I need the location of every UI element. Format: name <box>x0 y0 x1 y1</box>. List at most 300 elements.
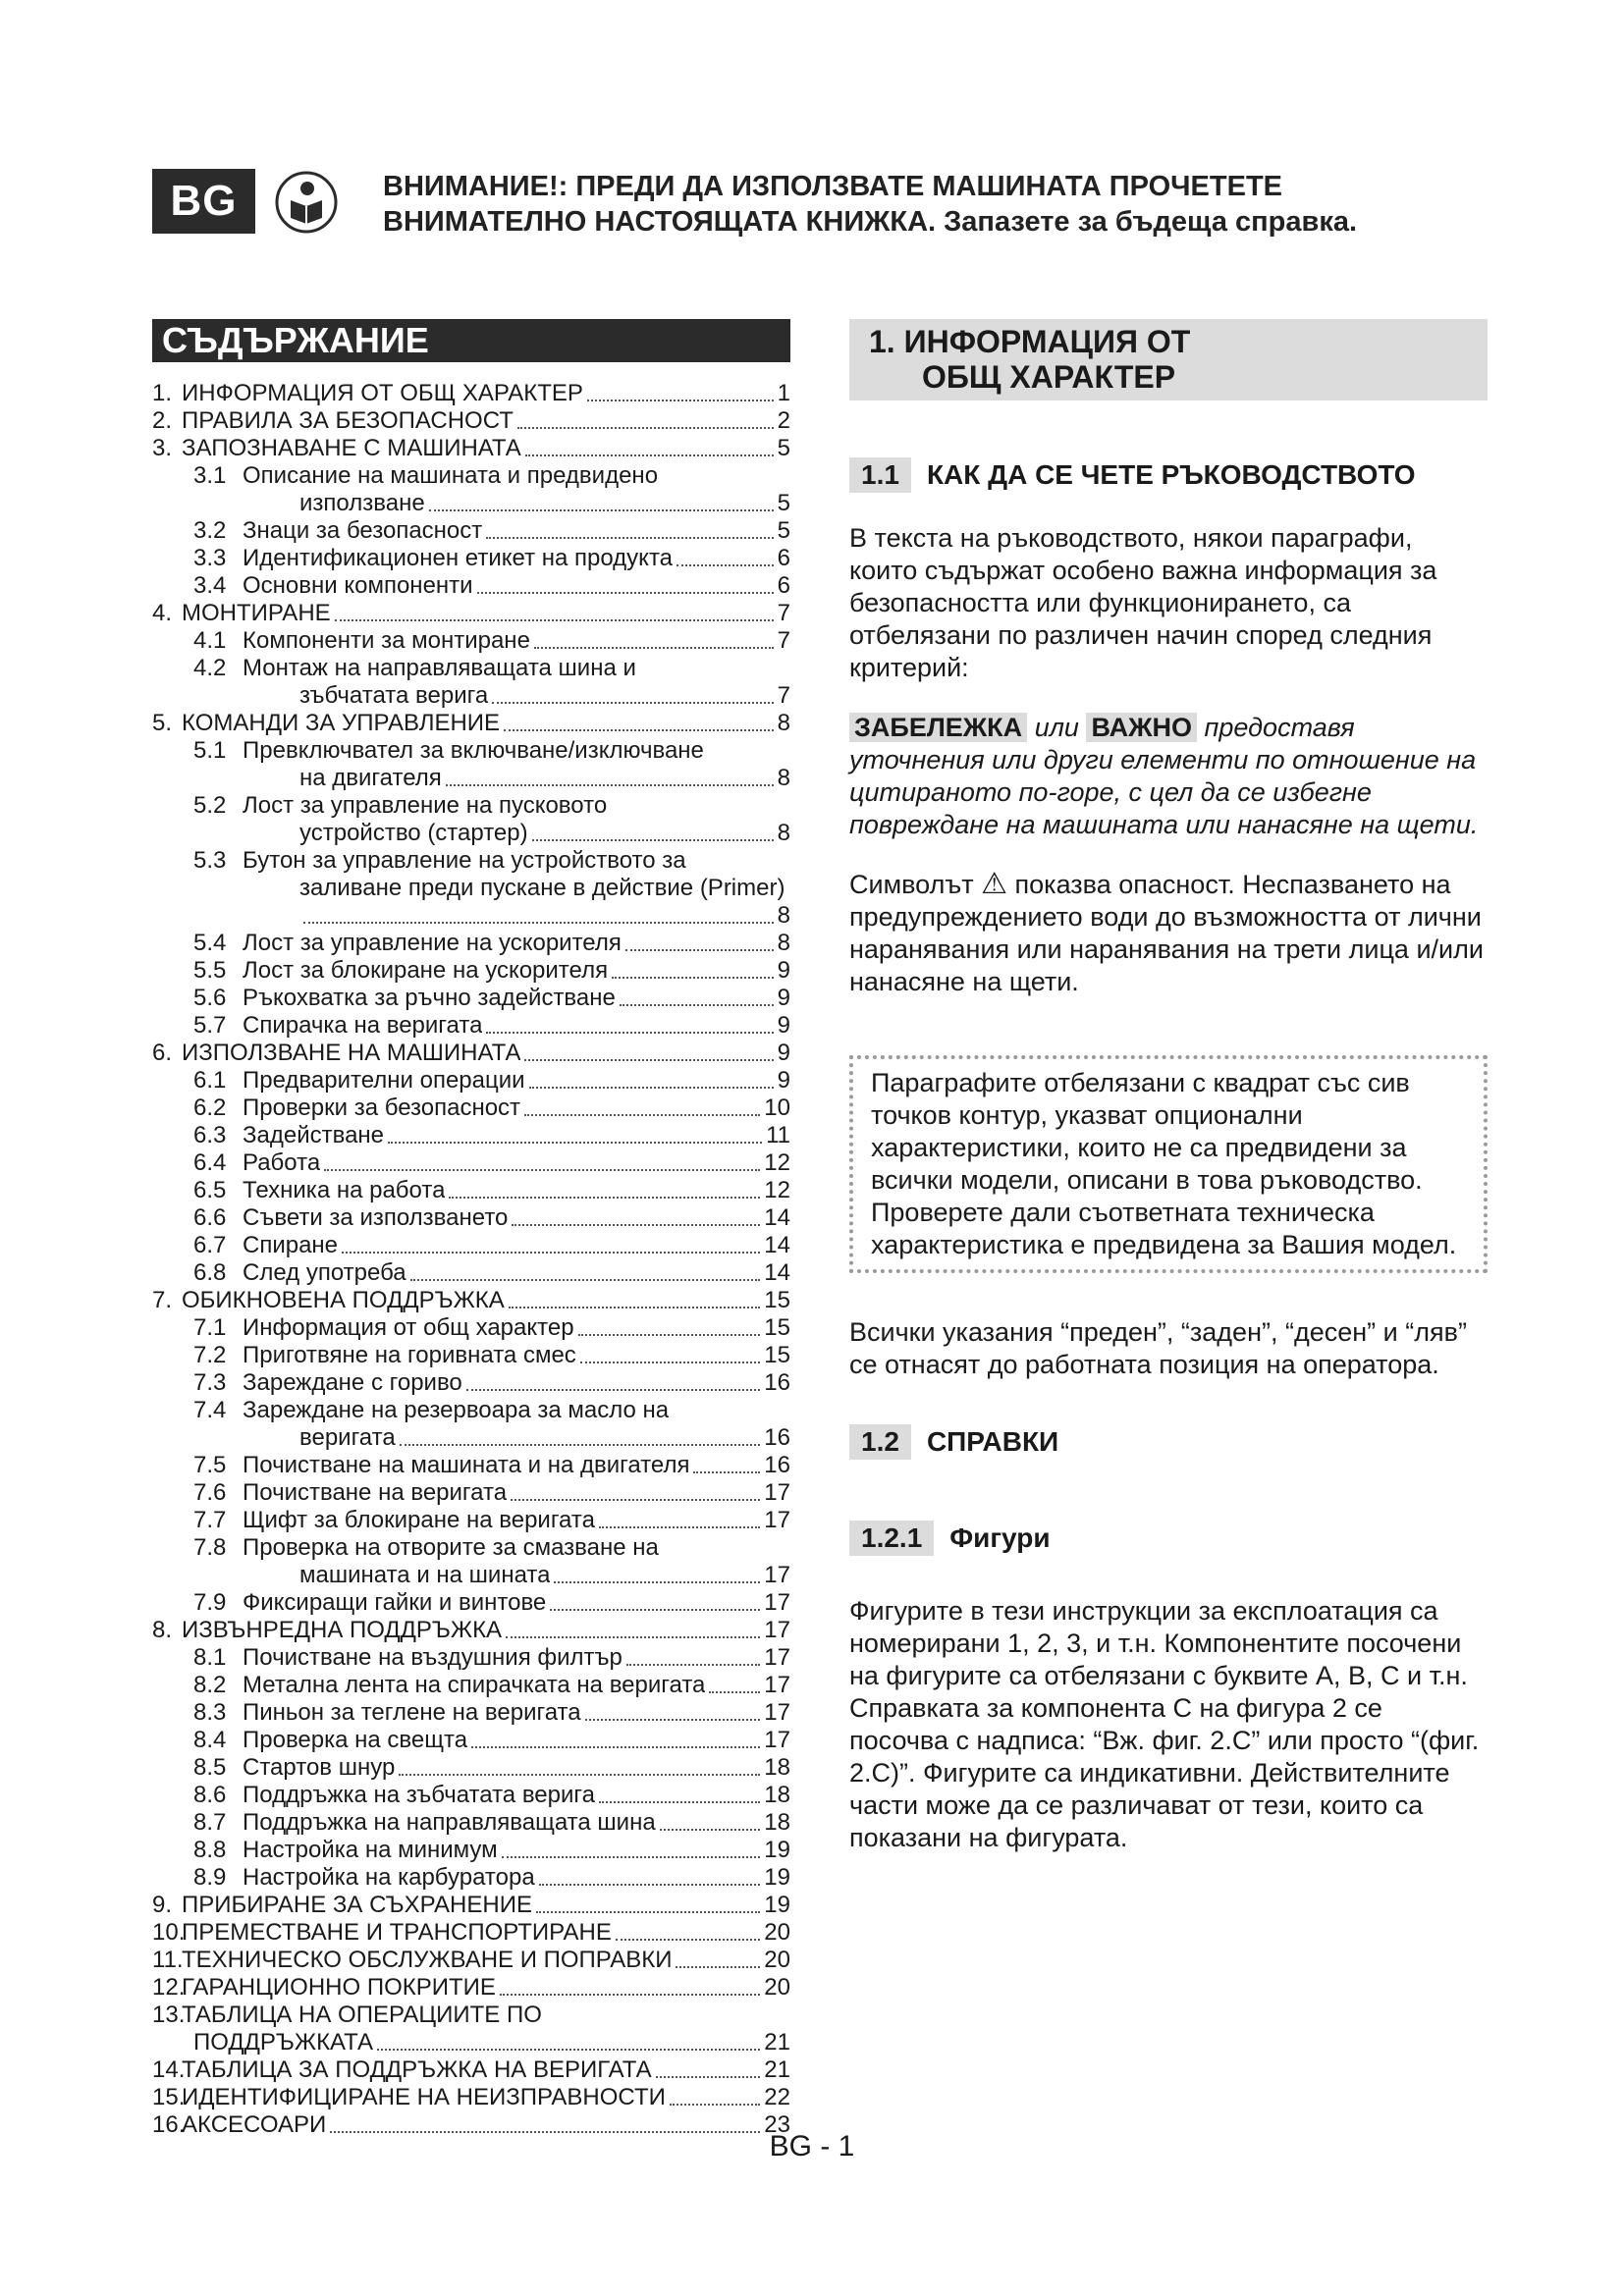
toc-entry-text: ИЗВЪНРЕДНА ПОДДРЪЖКА <box>182 1617 503 1643</box>
symbol-post: показва опасност. Неспазването на предупреждението води до възможността от лични наранявания или наранявания на трети лица и/или нанасяне на щети. <box>849 870 1484 996</box>
toc-entry-text: ОБИКНОВЕНА ПОДДРЪЖКА <box>182 1287 505 1313</box>
toc-entry <box>152 1424 790 1452</box>
toc-entry-number: 2. <box>152 407 173 434</box>
toc-leader-dots <box>677 564 774 566</box>
toc-entry-text: машината и на шината <box>299 1562 551 1588</box>
toc-entry-text: устройство (стартер) <box>299 820 528 846</box>
page-number: BG - 1 <box>769 2130 855 2163</box>
toc-entry-text: ТЕХНИЧЕСКО ОБСЛУЖВАНЕ И ПОПРАВКИ <box>182 1947 673 1973</box>
toc-entry-text: ПРЕМЕСТВАНЕ И ТРАНСПОРТИРАНЕ <box>182 1919 612 1946</box>
toc-leader-dots <box>377 2049 760 2051</box>
toc-entry <box>152 847 790 875</box>
toc-entry-page: 5 <box>777 490 790 516</box>
toc-entry-text: Метална лента на спирачката на веригата <box>243 1672 706 1698</box>
toc-entry <box>152 1012 790 1040</box>
toc-entry-page: 7 <box>777 627 790 654</box>
toc-entry-number: 3.1 <box>193 462 227 489</box>
toc-leader-dots <box>429 509 774 511</box>
section-title <box>849 319 1488 400</box>
toc-entry-text: Лост за управление на пусковото <box>243 792 608 819</box>
toc-entry-number: 4. <box>152 600 173 626</box>
toc-leader-dots <box>693 1471 760 1473</box>
toc-entry <box>152 765 790 792</box>
toc-entry-page: 9 <box>777 957 790 984</box>
note-or: или <box>1034 713 1079 742</box>
toc-entry <box>152 1864 790 1892</box>
toc-entry-number: 5.6 <box>193 985 227 1011</box>
toc-entry-number: 8.2 <box>193 1672 227 1698</box>
toc-leader-dots <box>554 1581 760 1583</box>
toc-entry-text: Идентификационен етикет на продукта <box>243 545 674 571</box>
toc-entry-page: 20 <box>764 1974 790 2001</box>
toc-entry-text: Пиньон за теглене на веригата <box>243 1699 581 1726</box>
toc-leader-dots <box>449 1197 760 1199</box>
toc-leader-dots <box>486 1032 773 1034</box>
optional-features-text: Параграфите отбелязани с квадрат със сив точков контур, указват опционални характеристики, които не са предвидени за всички модели, описани в това ръководство. Проверете дали съответната техническа характеристика е предвидена за Вашия модел. <box>871 1068 1457 1259</box>
note-rest: предоставя уточнения или други елементи по отношение на цитираното по-горе, с цел да се избегне повреждане на машината или нанасяне на щети. <box>849 713 1479 839</box>
note-label: ЗАБЕЛЕЖКА <box>849 713 1027 742</box>
toc-entry <box>152 1287 790 1314</box>
toc-entry-page: 20 <box>764 1947 790 1973</box>
toc-entry <box>152 2056 790 2084</box>
subsection-how-to-read <box>849 457 1488 493</box>
toc-entry-number: 13. <box>152 2002 186 2028</box>
toc-entry <box>152 1314 790 1342</box>
toc-leader-dots <box>616 1939 760 1941</box>
toc-entry-number: 7.3 <box>193 1369 227 1396</box>
toc-entry-text: Приготвяне на горивната смес <box>243 1342 576 1368</box>
toc-entry <box>152 1589 790 1617</box>
toc-entry-number: 7.4 <box>193 1397 227 1423</box>
toc-entry-number: 11. <box>152 1947 184 1973</box>
toc-leader-dots <box>587 400 774 401</box>
toc-entry <box>152 1095 790 1122</box>
toc-entry-number: 6.7 <box>193 1232 227 1258</box>
toc-entry <box>152 1782 790 1809</box>
toc-entry-number: 3.2 <box>193 517 227 544</box>
toc-entry <box>152 380 790 407</box>
toc-entry-text: ИЗПОЛЗВАНЕ НА МАШИНАТА <box>182 1040 521 1066</box>
toc-leader-dots <box>509 1307 761 1308</box>
toc-entry-number: 6. <box>152 1040 173 1066</box>
page-header <box>152 169 1527 238</box>
toc-leader-dots <box>342 1252 760 1254</box>
toc-entry-number: 5.3 <box>193 847 227 874</box>
toc-entry-page: 17 <box>764 1507 790 1533</box>
toc-entry-page: 6 <box>777 545 790 571</box>
toc-leader-dots <box>524 1114 760 1116</box>
toc-entry-text: Спиране <box>243 1232 339 1258</box>
toc-entry-text: Стартов шнур <box>243 1754 396 1781</box>
toc-entry-text: използване <box>299 490 425 516</box>
toc-entry <box>152 710 790 737</box>
read-manual-icon <box>275 171 338 234</box>
toc-entry <box>152 1204 790 1232</box>
toc-entry-text: ПРАВИЛА ЗА БЕЗОПАСНОСТ <box>182 407 514 434</box>
toc-leader-dots <box>536 1911 760 1913</box>
toc-entry <box>152 792 790 820</box>
toc-leader-dots <box>388 1142 762 1144</box>
toc-entry-text: ГАРАНЦИОННО ПОКРИТИЕ <box>182 1974 496 2001</box>
toc-entry <box>152 490 790 517</box>
toc-entry-text: КОМАНДИ ЗА УПРАВЛЕНИЕ <box>182 710 501 736</box>
toc-leader-dots <box>324 1169 760 1171</box>
toc-entry-number: 8.4 <box>193 1727 227 1753</box>
symbol-pre: Символът <box>849 870 974 899</box>
toc-entry-number: 7.9 <box>193 1589 227 1616</box>
toc-entry-number: 8.6 <box>193 1782 227 1808</box>
toc-leader-dots <box>486 537 773 539</box>
toc-leader-dots <box>525 454 774 456</box>
toc-entry-number: 5. <box>152 710 173 736</box>
toc-entry-number: 6.5 <box>193 1177 227 1203</box>
toc-entry-number: 7.2 <box>193 1342 227 1368</box>
subsection-number: 1.2.1 <box>849 1521 934 1556</box>
toc-entry-text: Монтаж на направляващата шина и <box>243 655 636 681</box>
toc-entry-text: ЗАПОЗНАВАНЕ С МАШИНАТА <box>182 435 521 461</box>
toc-entry-text: Настройка на минимум <box>243 1837 498 1863</box>
toc-entry-text: Знаци за безопасност <box>243 517 483 544</box>
toc-entry-number: 16. <box>152 2111 186 2138</box>
toc-entry-text: Лост за блокиране на ускорителя <box>243 957 609 984</box>
toc-entry-page: 17 <box>764 1727 790 1753</box>
toc-entry-text: ПОДДРЪЖКАТА <box>193 2029 374 2056</box>
toc-entry-page: 5 <box>777 435 790 461</box>
toc-entry-page: 11 <box>766 1122 790 1148</box>
toc-entry-page: 18 <box>764 1754 790 1781</box>
toc-entry-text: Бутон за управление на устройството за <box>243 847 686 874</box>
toc-leader-dots <box>599 1801 760 1803</box>
toc-entry-page: 8 <box>777 902 790 929</box>
header-warning-text <box>383 169 1522 240</box>
toc-entry-page: 19 <box>764 1864 790 1891</box>
toc-entry <box>152 1947 790 1974</box>
toc-entry-page: 9 <box>777 1012 790 1039</box>
toc-entry-number: 6.2 <box>193 1095 227 1121</box>
toc-entry-page: 18 <box>764 1809 790 1836</box>
toc-leader-dots <box>709 1691 760 1693</box>
toc-entry <box>152 407 790 435</box>
toc-entry-page: 12 <box>764 1149 790 1176</box>
toc-entry-number: 6.8 <box>193 1259 227 1286</box>
toc-entry <box>152 1534 790 1562</box>
toc-leader-dots <box>625 949 774 951</box>
toc-leader-dots <box>466 1389 761 1391</box>
toc-entry-number: 7.6 <box>193 1479 227 1506</box>
subsection-title: СПРАВКИ <box>926 1426 1059 1457</box>
toc-entry <box>152 1342 790 1369</box>
toc-entry-text: Предварителни операции <box>243 1067 525 1094</box>
toc-leader-dots <box>670 2104 760 2106</box>
toc-entry-text: Информация от общ характер <box>243 1314 574 1341</box>
toc-entry <box>152 930 790 957</box>
toc-entry-page: 20 <box>764 1919 790 1946</box>
toc-entry-text: Проверка на свещта <box>243 1727 468 1753</box>
directions-paragraph: Всички указания “преден”, “заден”, “десен” и “ляв” се отнасят до работната позиция на оператора. <box>849 1317 1467 1379</box>
toc-entry-number: 9. <box>152 1892 173 1918</box>
toc-entry-number: 5.7 <box>193 1012 227 1039</box>
toc-entry <box>152 2029 790 2056</box>
toc-entry-text: Поддръжка на зъбчатата верига <box>243 1782 595 1808</box>
reading-paragraph: В текста на ръководството, някои параграфи, които съдържат особено важна информация за безопасността или функционирането, са отбелязани по различен начин според следния критерий: <box>849 523 1437 682</box>
toc-entry <box>152 517 790 545</box>
toc-leader-dots <box>471 1746 760 1748</box>
toc-entry-number: 12. <box>152 1974 186 2001</box>
toc-entry-page: 16 <box>764 1424 790 1451</box>
toc-entry-text: Проверка на отворите за смазване на <box>243 1534 659 1561</box>
toc-entry-page: 17 <box>764 1562 790 1588</box>
toc-entry-text: След употреба <box>243 1259 406 1286</box>
subsection-number: 1.2 <box>849 1424 911 1460</box>
toc-entry <box>152 1974 790 2002</box>
toc-entry-page: 8 <box>777 930 790 956</box>
toc-entry-text: АКСЕСОАРИ <box>182 2111 327 2138</box>
toc-entry-text: Фиксиращи гайки и винтове <box>243 1589 547 1616</box>
toc-entry-number: 8.1 <box>193 1644 227 1671</box>
toc-entry <box>152 1699 790 1727</box>
toc-entry <box>152 1149 790 1177</box>
toc-entry-page: 10 <box>764 1095 790 1121</box>
toc-entry <box>152 1259 790 1287</box>
toc-entry-page: 19 <box>764 1837 790 1863</box>
toc-leader-dots <box>303 922 774 924</box>
toc-entry-number: 5.2 <box>193 792 227 819</box>
toc-entry-text: веригата <box>299 1424 396 1451</box>
toc-entry <box>152 1919 790 1947</box>
toc-entry-number: 6.4 <box>193 1149 227 1176</box>
toc-entry-page: 18 <box>764 1782 790 1808</box>
toc-entry-text: ТАБЛИЦА НА ОПЕРАЦИИТЕ ПО <box>182 2002 542 2028</box>
toc-leader-dots <box>620 1004 774 1006</box>
toc-entry-page: 9 <box>777 1040 790 1066</box>
toc-entry <box>152 1452 790 1479</box>
toc-entry-number: 7.8 <box>193 1534 227 1561</box>
toc-entry-text: Почистване на въздушния филтър <box>243 1644 623 1671</box>
toc-entry-text: Задействане <box>243 1122 385 1148</box>
toc-entry-page: 14 <box>764 1232 790 1258</box>
toc-entry-number: 4.1 <box>193 627 227 654</box>
toc-entry-page: 19 <box>764 1892 790 1918</box>
toc-entry <box>152 600 790 627</box>
toc-leader-dots <box>676 1966 760 1968</box>
toc-entry-number: 8.9 <box>193 1864 227 1891</box>
toc-entry-page: 5 <box>777 517 790 544</box>
toc-entry <box>152 820 790 847</box>
toc-entry-page: 17 <box>764 1699 790 1726</box>
toc-leader-dots <box>524 1059 773 1061</box>
toc-leader-dots <box>446 784 774 786</box>
toc-entry-text: МОНТИРАНЕ <box>182 600 331 626</box>
toc-entry <box>152 1369 790 1397</box>
toc-entry-text: Настройка на карбуратора <box>243 1864 535 1891</box>
toc-entry-page: 7 <box>777 600 790 626</box>
toc-entry-page: 1 <box>777 380 790 406</box>
toc-entry-text: Ръкохватка за ръчно задействане <box>243 985 616 1011</box>
toc-entry-number: 5.1 <box>193 737 227 764</box>
warning-triangle-icon: ⚠ <box>981 868 1008 900</box>
toc-entry <box>152 1040 790 1067</box>
toc-leader-dots <box>517 427 774 429</box>
toc-entry-text: Зареждане на резервоара за масло на <box>243 1397 670 1423</box>
header-warning-line1: ВНИМАНИЕ!: ПРЕДИ ДА ИЗПОЛЗВАТЕ МАШИНАТА ПРОЧЕТЕТЕ <box>383 171 1283 202</box>
toc-entry <box>152 1067 790 1095</box>
toc-leader-dots <box>612 977 774 979</box>
toc-entry <box>152 875 790 902</box>
toc-entry <box>152 1177 790 1204</box>
toc-entry-number: 8.7 <box>193 1809 227 1836</box>
toc-entry-number: 6.1 <box>193 1067 227 1094</box>
figures-paragraph: Фигурите в тези инструкции за експлоатация са номерирани 1, 2, 3, и т.н. Компонентите посочени на фигурите са отбелязани с буквите A, B, C и т.н. Справката за компонента C на фигура 2 се посочва с надписа: “Вж. фиг. 2.C” или просто “(фиг. 2.C)”. Фигурите са индикативни. Действителните части може да се различават от тези, които са показани на фигурата. <box>849 1596 1480 1852</box>
toc-entry <box>152 1754 790 1782</box>
toc-leader-dots <box>532 839 774 841</box>
toc-entry-number: 8.8 <box>193 1837 227 1863</box>
toc-entry-text: Щифт за блокиране на веригата <box>243 1507 595 1533</box>
toc-leader-dots <box>477 592 774 594</box>
optional-features-box <box>849 1055 1488 1273</box>
toc-entry-number: 8.5 <box>193 1754 227 1781</box>
toc-entry <box>152 1617 790 1644</box>
toc-entry-text: заливане преди пускане в действие (Primer) <box>299 875 785 901</box>
toc-entry-text: ИНФОРМАЦИЯ ОТ ОБЩ ХАРАКТЕР <box>182 380 583 406</box>
toc-entry <box>152 627 790 655</box>
toc-entry <box>152 985 790 1012</box>
toc-leader-dots <box>660 1829 761 1831</box>
toc-entry-text: Спирачка на веригата <box>243 1012 483 1039</box>
toc-entry-page: 17 <box>764 1672 790 1698</box>
toc-entry-text: ПРИБИРАНЕ ЗА СЪХРАНЕНИЕ <box>182 1892 532 1918</box>
toc-entry-page: 2 <box>777 407 790 434</box>
toc-title: СЪДЪРЖАНИЕ <box>152 319 790 362</box>
toc-entry-page: 21 <box>764 2056 790 2083</box>
toc-entry-text: Описание на машината и предвидено <box>243 462 659 489</box>
toc-entry-page: 9 <box>777 1067 790 1094</box>
toc-entry <box>152 1232 790 1259</box>
toc-entry <box>152 572 790 600</box>
toc-leader-dots <box>512 1224 760 1226</box>
toc-entry-page: 15 <box>764 1287 790 1313</box>
toc-entry <box>152 1479 790 1507</box>
toc-entry-number: 7. <box>152 1287 173 1313</box>
toc-entry-text: Поддръжка на направляващата шина <box>243 1809 656 1836</box>
toc-entry-page: 23 <box>764 2111 790 2138</box>
toc-entry-text: Основни компоненти <box>243 572 473 599</box>
toc-leader-dots <box>534 647 774 649</box>
toc-entry-page: 17 <box>764 1479 790 1506</box>
toc-entry-page: 22 <box>764 2084 790 2110</box>
toc-entry-text: Проверки за безопасност <box>243 1095 521 1121</box>
subsection-number: 1.1 <box>849 457 911 493</box>
toc-entry-text: Компоненти за монтиране <box>243 627 530 654</box>
toc-leader-dots <box>580 1362 761 1363</box>
toc-entry-number: 6.6 <box>193 1204 227 1231</box>
toc-entry <box>152 1727 790 1754</box>
toc-entry-page: 17 <box>764 1644 790 1671</box>
language-badge: BG <box>152 169 255 234</box>
toc-entry-number: 7.1 <box>193 1314 227 1341</box>
important-label: ВАЖНО <box>1086 713 1197 742</box>
toc-entry-number: 7.5 <box>193 1452 227 1478</box>
toc-entry-text: зъбчатата верига <box>299 682 489 709</box>
toc-leader-dots <box>511 1499 760 1501</box>
toc-entry-number: 1. <box>152 380 173 406</box>
toc-leader-dots <box>492 702 773 704</box>
toc-entry-page: 21 <box>764 2029 790 2056</box>
table-of-contents <box>152 319 790 2139</box>
toc-leader-dots <box>539 1884 761 1886</box>
toc-entry-number: 8.3 <box>193 1699 227 1726</box>
toc-entry-page: 16 <box>764 1369 790 1396</box>
subsection-title: Фигури <box>949 1522 1051 1553</box>
toc-entry-number: 5.5 <box>193 957 227 984</box>
header-warning-line2: ВНИМАТЕЛНО НАСТОЯЩАТА КНИЖКА. Запазете за бъдеща справка. <box>383 206 1358 238</box>
toc-entry <box>152 1122 790 1149</box>
toc-entry <box>152 1507 790 1534</box>
toc-leader-dots <box>500 1994 760 1996</box>
toc-entry-page: 14 <box>764 1204 790 1231</box>
toc-entry-page: 6 <box>777 572 790 599</box>
toc-entry-number: 3.4 <box>193 572 227 599</box>
toc-leader-dots <box>400 1444 761 1446</box>
toc-entry-number: 15. <box>152 2084 186 2110</box>
subsection-figures <box>849 1521 1488 1556</box>
toc-entry <box>152 737 790 765</box>
section-title-line1: 1. ИНФОРМАЦИЯ ОТ <box>869 324 1191 359</box>
toc-entry-number: 4.2 <box>193 655 227 681</box>
toc-leader-dots <box>578 1334 761 1336</box>
toc-entry-text: Зареждане с гориво <box>243 1369 462 1396</box>
toc-leader-dots <box>502 1856 761 1858</box>
toc-leader-dots <box>550 1609 760 1611</box>
toc-entry <box>152 1672 790 1699</box>
toc-entry <box>152 655 790 682</box>
toc-entry-number: 14. <box>152 2056 186 2083</box>
toc-leader-dots <box>335 619 774 621</box>
toc-entry-page: 8 <box>777 765 790 791</box>
toc-entry <box>152 2002 790 2029</box>
toc-entry-text: Работа <box>243 1149 321 1176</box>
toc-entry-text: на двигателя <box>299 765 442 791</box>
toc-entry-text: Превключвател за включване/изключване <box>243 737 704 764</box>
toc-entry-number: 3.3 <box>193 545 227 571</box>
toc-entry <box>152 957 790 985</box>
note-paragraph <box>849 712 1488 841</box>
toc-entry-page: 16 <box>764 1452 790 1478</box>
toc-entry-page: 17 <box>764 1589 790 1616</box>
toc-entry <box>152 435 790 462</box>
toc-leader-dots <box>506 1636 760 1638</box>
toc-entry-number: 3. <box>152 435 173 461</box>
toc-entry-page: 12 <box>764 1177 790 1203</box>
toc-entry-number: 7.7 <box>193 1507 227 1533</box>
subsection-title: КАК ДА СЕ ЧЕТЕ РЪКОВОДСТВОТО <box>926 459 1416 490</box>
toc-entry-text: Съвети за използването <box>243 1204 509 1231</box>
toc-entry <box>152 1644 790 1672</box>
section-title-line2: ОБЩ ХАРАКТЕР <box>922 359 1176 395</box>
symbol-paragraph <box>849 869 1488 998</box>
toc-entry-page: 15 <box>764 1342 790 1368</box>
toc-leader-dots <box>585 1719 761 1721</box>
toc-entry-page: 14 <box>764 1259 790 1286</box>
toc-entry-page: 8 <box>777 710 790 736</box>
toc-leader-dots <box>399 1774 760 1776</box>
toc-entry <box>152 462 790 490</box>
toc-entry <box>152 1562 790 1589</box>
toc-leader-dots <box>656 2076 761 2078</box>
toc-leader-dots <box>410 1279 761 1281</box>
toc-list <box>152 380 790 2139</box>
toc-leader-dots <box>504 729 774 731</box>
toc-entry-text: ИДЕНТИФИЦИРАНЕ НА НЕИЗПРАВНОСТИ <box>182 2084 666 2110</box>
